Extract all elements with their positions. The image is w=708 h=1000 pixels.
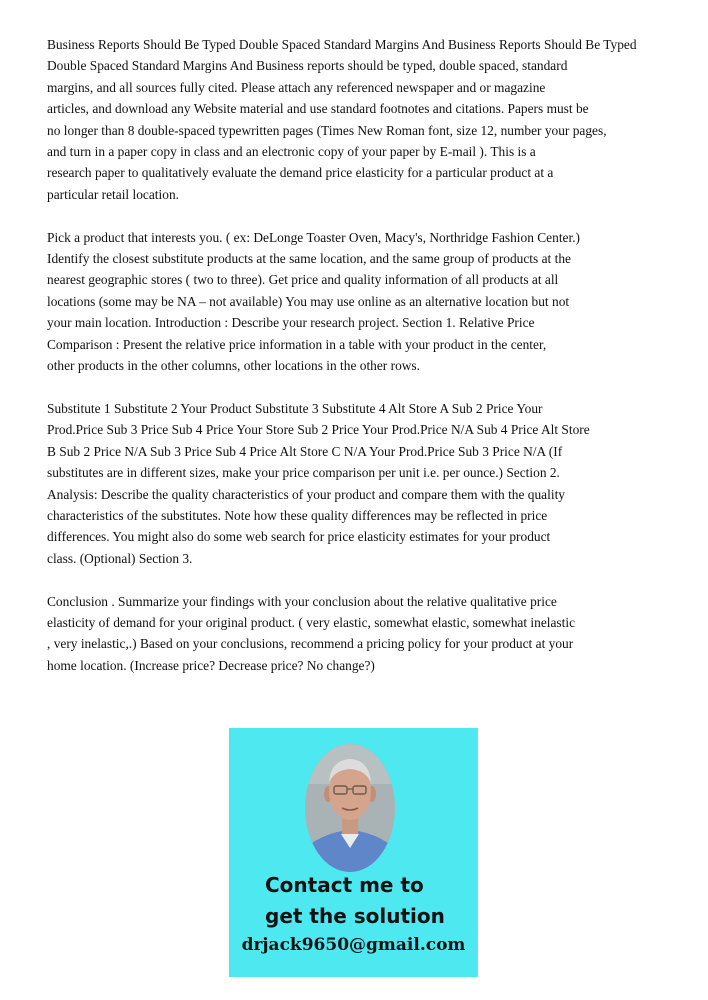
text-line: Business Reports Should Be Typed Double Spaced Standard Margins And Business Reports Should Be Typed — [47, 37, 637, 52]
text-line: characteristics of the substitutes. Note how these quality differences may be reflected in price — [47, 507, 548, 523]
text-line: research paper to qualitatively evaluate the demand price elasticity for a particular product at a — [47, 165, 554, 181]
paragraph-price-table-analysis — [47, 398, 687, 569]
portrait-photo — [305, 744, 395, 872]
contact-heading-line: Contact me to — [265, 873, 424, 897]
text-line: nearest geographic stores ( two to three). Get price and quality information of all products at all — [47, 272, 559, 288]
contact-email[interactable]: drjack9650@gmail.com — [241, 935, 466, 955]
contact-heading — [229, 870, 478, 932]
text-line: substitutes are in different sizes, make your price comparison per unit i.e. per ounce.) Section 2. — [47, 465, 560, 481]
text-line: Analysis: Describe the quality characteristics of your product and compare them with the quality — [47, 486, 565, 502]
paragraph-conclusion — [47, 591, 687, 677]
text-line: Substitute 1 Substitute 2 Your Product Substitute 3 Substitute 4 Alt Store A Sub 2 Price Your — [47, 400, 543, 416]
text-line: locations (some may be NA – not available) You may use online as an alternative location but not — [47, 293, 570, 309]
text-line: Comparison : Present the relative price information in a table with your product in the center, — [47, 336, 547, 352]
document-body — [47, 34, 687, 698]
text-line: no longer than 8 double-spaced typewritten pages (Times New Roman font, size 12, number your pages, — [47, 122, 607, 138]
paragraph-product-selection — [47, 227, 687, 377]
paragraph-assignment-overview — [47, 34, 687, 205]
text-line: Identify the closest substitute products at the same location, and the same group of products at the — [47, 251, 571, 267]
text-line: elasticity of demand for your original product. ( very elastic, somewhat elastic, somewhat inelastic — [47, 614, 576, 630]
text-line: B Sub 2 Price N/A Sub 3 Price Sub 4 Price Alt Store C N/A Your Prod.Price Sub 3 Price N/A (If — [47, 443, 563, 459]
text-line: class. (Optional) Section 3. — [47, 550, 193, 566]
text-line: other products in the other columns, other locations in the other rows. — [47, 358, 420, 374]
text-line: Double Spaced Standard Margins And Business reports should be typed, double spaced, standard — [47, 58, 568, 74]
text-line: home location. (Increase price? Decrease price? No change?) — [47, 657, 375, 673]
text-line: differences. You might also do some web search for price elasticity estimates for your product — [47, 529, 551, 545]
text-line: , very inelastic,.) Based on your conclusions, recommend a pricing policy for your product at your — [47, 636, 574, 652]
contact-promo-banner[interactable] — [229, 728, 478, 977]
text-line: Pick a product that interests you. ( ex: DeLonge Toaster Oven, Macy's, Northridge Fashion Center.) — [47, 229, 581, 245]
text-line: your main location. Introduction : Describe your research project. Section 1. Relative Price — [47, 315, 535, 331]
text-line: articles, and download any Website material and use standard footnotes and citations. Papers must be — [47, 101, 589, 117]
person-portrait-icon — [305, 744, 395, 872]
text-line: margins, and all sources fully cited. Please attach any referenced newspaper and or magazine — [47, 79, 546, 95]
contact-heading-line: get the solution — [265, 904, 445, 928]
text-line: and turn in a paper copy in class and an electronic copy of your paper by E-mail ). This is a — [47, 144, 536, 160]
text-line: particular retail location. — [47, 186, 179, 202]
text-line: Prod.Price Sub 3 Price Sub 4 Price Your Store Sub 2 Price Your Prod.Price N/A Sub 4 Price Alt Store — [47, 422, 590, 438]
text-line: Conclusion . Summarize your findings with your conclusion about the relative qualitative price — [47, 593, 557, 609]
